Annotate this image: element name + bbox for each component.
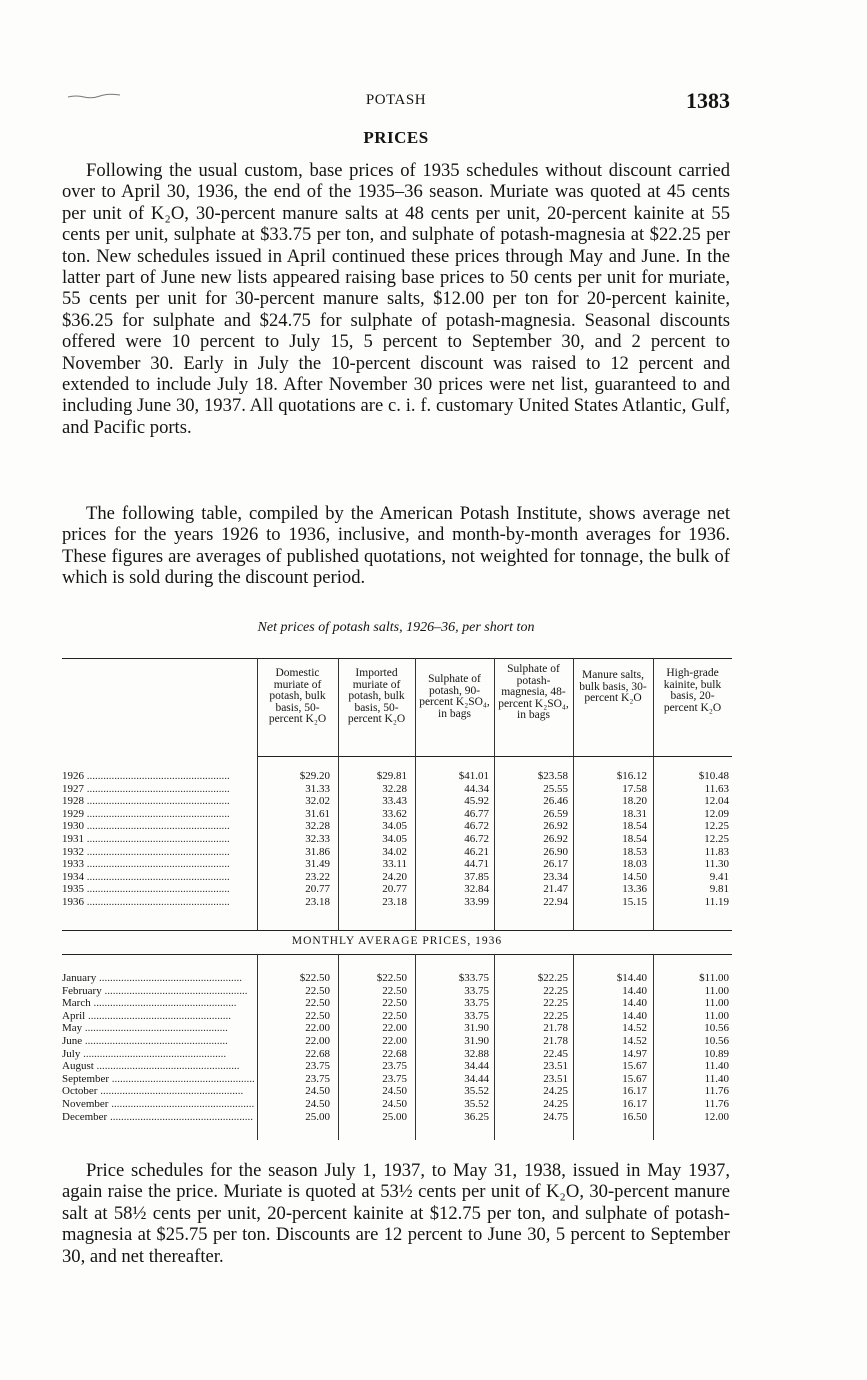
paragraph-3-text: Price schedules for the season July 1, 1937, to May 31, 1938, issued in May 1937, again raise the price. Muriate is quoted at 53½ cents per unit of K₂O, 30-percent manure salt at 58½ cents per unit, 20-percent kainite at $12.75 per ton, and sulphate of potash-magnesia at $25.75 per ton. Discounts are 12 percent to June 30, 5 percent to September 30, and net thereafter.	[62, 1160, 730, 1267]
table-cell: 33.62	[382, 807, 407, 820]
month-label-text: December	[62, 1110, 108, 1123]
table-cell: 24.50	[305, 1085, 330, 1098]
month-label-text: January	[62, 972, 97, 984]
table-cell: 22.45	[543, 1047, 568, 1060]
table-cell: 22.50	[382, 1009, 407, 1022]
table-cell: 34.02	[382, 845, 407, 858]
table-cell: 32.02	[305, 795, 330, 808]
table-cell: 22.50	[305, 997, 330, 1010]
table-cell: 16.17	[622, 1085, 647, 1098]
month-column	[494, 972, 568, 1123]
table-cell: 22.00	[305, 1022, 330, 1035]
year-column	[257, 770, 330, 909]
month-label: October ....................................................	[62, 1085, 244, 1098]
table-cell: 18.31	[622, 807, 647, 820]
table-cell: 31.61	[305, 807, 330, 820]
table-cell: 35.52	[464, 1097, 489, 1110]
table-cell: 15.15	[622, 895, 647, 908]
table-cell: 35.52	[464, 1085, 489, 1098]
table-cell: 46.77	[464, 807, 489, 820]
month-label: February ....................................................	[62, 984, 248, 997]
table-cell: $29.20	[299, 770, 330, 782]
month-column	[653, 972, 729, 1123]
table-cell: 22.00	[382, 1034, 407, 1047]
month-label: June ....................................................	[62, 1034, 228, 1047]
table-cell: 24.20	[382, 870, 407, 883]
table-cell: 9.41	[709, 870, 729, 883]
table-cell: 14.40	[622, 997, 647, 1010]
table-cell: 33.99	[464, 895, 489, 908]
table-cell: 11.30	[704, 858, 729, 871]
year-label: 1933 ....................................................	[62, 858, 230, 871]
month-label: August ....................................................	[62, 1060, 240, 1073]
annual-bottom-rule	[62, 930, 732, 931]
table-cell: 22.50	[382, 984, 407, 997]
table-cell: $22.50	[299, 972, 330, 984]
table-cell: $16.12	[616, 770, 647, 782]
table-cell: 12.25	[704, 820, 729, 833]
table-cell: 21.47	[543, 883, 568, 896]
table-cell: 34.44	[464, 1060, 489, 1073]
table-cell: 16.17	[622, 1097, 647, 1110]
table-cell: 46.72	[464, 820, 489, 833]
month-label: May ....................................................	[62, 1022, 228, 1035]
paragraph-3	[62, 1160, 730, 1267]
table-cell: 33.43	[382, 795, 407, 808]
table-cell: 22.94	[543, 895, 568, 908]
month-label: April ....................................................	[62, 1009, 231, 1022]
year-label-text: 1933	[62, 858, 84, 871]
table-cell: 23.18	[382, 895, 407, 908]
column-header: Sulphate of potash, 90-percent K₂SO₄, in bags	[419, 673, 490, 720]
table-cell: 33.11	[382, 858, 407, 871]
table-cell: 23.75	[305, 1072, 330, 1085]
table-cell: 16.50	[622, 1110, 647, 1123]
table-cell: $33.75	[458, 972, 489, 984]
table-cell: 24.50	[382, 1097, 407, 1110]
table-cell: 26.17	[543, 858, 568, 871]
month-label-text: October	[62, 1085, 98, 1098]
column-header: Domestic muriate of potash, bulk basis, 50-percent K₂O	[268, 667, 327, 725]
table-cell: 33.75	[464, 997, 489, 1010]
table-cell: 25.00	[382, 1110, 407, 1123]
table-cell: $29.81	[376, 770, 407, 782]
table-cell: 22.25	[543, 984, 568, 997]
table-cell: 12.25	[704, 832, 729, 845]
table-cell: 31.86	[305, 845, 330, 858]
table-cell: 24.25	[543, 1097, 568, 1110]
table-cell: 24.75	[543, 1110, 568, 1123]
table-cell: 23.51	[543, 1072, 568, 1085]
table-cell: 11.00	[704, 997, 729, 1010]
column-header: Manure salts, bulk basis, 30-percent K₂O	[579, 669, 647, 704]
table-cell: 11.00	[704, 984, 729, 997]
column-header: High-grade kainite, bulk basis, 20-percent K₂O	[663, 667, 722, 714]
year-label: 1926 ....................................................	[62, 770, 230, 782]
monthly-top-rule	[62, 954, 732, 955]
year-label-text: 1934	[62, 870, 84, 883]
year-column	[653, 770, 729, 909]
table-cell: 44.34	[464, 782, 489, 795]
page-number: 1383	[686, 88, 730, 113]
month-label: July ....................................................	[62, 1047, 227, 1060]
table-cell: 21.78	[543, 1034, 568, 1047]
paragraph-1	[62, 160, 730, 438]
column-header: Sulphate of potash-magnesia, 48-percent K₂SO₄, in bags	[498, 663, 569, 721]
year-label: 1927 ....................................................	[62, 782, 230, 795]
year-label-text: 1926	[62, 770, 84, 782]
table-cell: 14.97	[622, 1047, 647, 1060]
table-cell: 26.92	[543, 820, 568, 833]
year-label-text: 1929	[62, 807, 84, 820]
table-cell: 22.68	[382, 1047, 407, 1060]
table-cell: 14.52	[622, 1022, 647, 1035]
table-cell: 11.63	[704, 782, 729, 795]
month-label-text: November	[62, 1097, 109, 1110]
year-label: 1929 ....................................................	[62, 807, 230, 820]
paragraph-2-text: The following table, compiled by the American Potash Institute, shows average net prices for the years 1926 to 1936, inclusive, and month-by-month averages for 1936. These figures are averages of published quotations, not weighted for tonnage, the bulk of which is sold during the discount period.	[62, 503, 730, 589]
month-column	[338, 972, 407, 1123]
year-label: 1931 ....................................................	[62, 832, 230, 845]
table-cell: 37.85	[464, 870, 489, 883]
table-cell: 22.50	[305, 984, 330, 997]
month-label: January ....................................................	[62, 972, 242, 984]
table-cell: $41.01	[458, 770, 489, 782]
table-cell: 18.53	[622, 845, 647, 858]
table-cell: 45.92	[464, 795, 489, 808]
table-cell: 32.33	[305, 832, 330, 845]
table-cell: 34.05	[382, 832, 407, 845]
table-cell: 22.50	[382, 997, 407, 1010]
table-cell: 36.25	[464, 1110, 489, 1123]
table-cell: 23.75	[305, 1060, 330, 1073]
table-cell: 14.50	[622, 870, 647, 883]
table-cell: 34.44	[464, 1072, 489, 1085]
year-label: 1935 ....................................................	[62, 883, 230, 896]
table-cell: $22.50	[376, 972, 407, 984]
table-cell: 23.75	[382, 1072, 407, 1085]
table-cell: 26.90	[543, 845, 568, 858]
table-cell: 10.56	[704, 1022, 729, 1035]
table-cell: 24.50	[305, 1097, 330, 1110]
year-labels	[62, 770, 257, 909]
table-cell: 12.00	[704, 1110, 729, 1123]
table-cell: 20.77	[305, 883, 330, 896]
table-cell: 14.52	[622, 1034, 647, 1047]
table-cell: 34.05	[382, 820, 407, 833]
paragraph-2	[62, 503, 730, 589]
month-label-text: February	[62, 984, 102, 997]
year-label-text: 1931	[62, 832, 84, 845]
table-cell: 23.34	[543, 870, 568, 883]
table-cell: 10.56	[704, 1034, 729, 1047]
table-cell: 44.71	[464, 858, 489, 871]
table-cell: 10.89	[704, 1047, 729, 1060]
table-cell: 32.28	[382, 782, 407, 795]
table-cell: 26.46	[543, 795, 568, 808]
table-cell: 23.18	[305, 895, 330, 908]
month-label: December ....................................................	[62, 1110, 253, 1123]
table-cell: $11.00	[699, 972, 729, 984]
year-label: 1936 ....................................................	[62, 895, 230, 908]
column-header: Imported muriate of potash, bulk basis, 50-percent K₂O	[347, 667, 406, 725]
table-cell: 20.77	[382, 883, 407, 896]
price-table	[62, 656, 732, 1142]
table-cell: 18.20	[622, 795, 647, 808]
month-column	[415, 972, 489, 1123]
table-cell: 23.51	[543, 1060, 568, 1073]
table-cell: 9.81	[709, 883, 729, 896]
table-cell: 21.78	[543, 1022, 568, 1035]
table-cell: 32.88	[464, 1047, 489, 1060]
table-cell: 23.22	[305, 870, 330, 883]
table-cell: 32.28	[305, 820, 330, 833]
table-cell: 24.50	[382, 1085, 407, 1098]
month-labels	[62, 972, 257, 1123]
table-cell: 31.90	[464, 1034, 489, 1047]
month-label: March ....................................................	[62, 997, 237, 1010]
table-cell: 25.55	[543, 782, 568, 795]
table-cell: 12.04	[704, 795, 729, 808]
year-label: 1932 ....................................................	[62, 845, 230, 858]
table-cell: 26.59	[543, 807, 568, 820]
table-cell: 22.25	[543, 1009, 568, 1022]
table-cell: 11.76	[704, 1097, 729, 1110]
month-label-text: August	[62, 1060, 94, 1073]
table-cell: 11.83	[704, 845, 729, 858]
month-label: September ....................................................	[62, 1072, 255, 1085]
table-cell: 11.19	[704, 895, 729, 908]
table-cell: 33.75	[464, 1009, 489, 1022]
table-cell: 22.50	[305, 1009, 330, 1022]
table-cell: 24.25	[543, 1085, 568, 1098]
table-cell: 33.75	[464, 984, 489, 997]
year-label-text: 1935	[62, 883, 84, 896]
table-top-rule	[62, 658, 732, 659]
table-cell: 11.76	[704, 1085, 729, 1098]
month-label-text: May	[62, 1022, 83, 1035]
table-cell: 14.40	[622, 984, 647, 997]
table-cell: 31.49	[305, 858, 330, 871]
year-label: 1934 ....................................................	[62, 870, 230, 883]
table-cell: $10.48	[698, 770, 729, 782]
year-label-text: 1930	[62, 820, 84, 833]
month-label: November ....................................................	[62, 1097, 255, 1110]
monthly-title: MONTHLY AVERAGE PRICES, 1936	[291, 935, 503, 947]
year-column	[494, 770, 568, 909]
paragraph-1-text: Following the usual custom, base prices of 1935 schedules without discount carried over to April 30, 1936, the end of the 1935–36 season. Muriate was quoted at 45 cents per unit of K₂O, 30-percent manure salts at 48 cents per unit, 20-percent kainite at 55 cents per unit, sulphate at $33.75 per ton, and sulphate of potash-magnesia at $22.25 per ton. New schedules issued in April continued these prices through May and June. In the latter part of June new lists appeared raising base prices to 50 cents per unit for muriate, 55 cents per unit for 30-percent manure salts, $12.00 per ton for 20-percent kainite, $36.25 for sulphate and $24.75 for sulphate of potash-magnesia. Seasonal discounts offered were 10 percent to July 15, 5 percent to September 30, and 2 percent to November 30. Early in July the 10-percent discount was raised to 12 percent and extended to include July 18. After November 30 prices were net list, guaranteed to and including June 30, 1937. All quotations are c. i. f. customary United States Atlantic, Gulf, and Pacific ports.	[62, 160, 730, 438]
table-caption: Net prices of potash salts, 1926–36, per short ton	[257, 620, 535, 635]
table-cell: 32.84	[464, 883, 489, 896]
table-cell: 18.03	[622, 858, 647, 871]
table-cell: 22.25	[543, 997, 568, 1010]
table-cell: 12.09	[704, 807, 729, 820]
table-cell: $22.25	[537, 972, 568, 984]
table-cell: 46.72	[464, 832, 489, 845]
table-cell: 23.75	[382, 1060, 407, 1073]
year-label-text: 1932	[62, 845, 84, 858]
table-cell: 18.54	[622, 820, 647, 833]
table-cell: 15.67	[622, 1072, 647, 1085]
month-column	[573, 972, 647, 1123]
year-column	[573, 770, 647, 909]
table-cell: 11.40	[704, 1060, 729, 1073]
year-column	[338, 770, 407, 909]
month-label-text: June	[62, 1034, 83, 1047]
table-cell: 17.58	[622, 782, 647, 795]
month-label-text: July	[62, 1047, 81, 1060]
table-cell: 18.54	[622, 832, 647, 845]
year-label-text: 1927	[62, 782, 84, 795]
table-cell: 46.21	[464, 845, 489, 858]
running-title: POTASH	[365, 92, 427, 108]
table-cell: 14.40	[622, 1009, 647, 1022]
table-cell: $23.58	[537, 770, 568, 782]
running-head	[62, 88, 730, 114]
table-cell: 15.67	[622, 1060, 647, 1073]
table-cell: 22.00	[382, 1022, 407, 1035]
table-cell: 11.40	[704, 1072, 729, 1085]
table-cell: 13.36	[622, 883, 647, 896]
table-cell: 11.00	[704, 1009, 729, 1022]
table-cell: 26.92	[543, 832, 568, 845]
table-cell: $14.40	[616, 972, 647, 984]
table-cell: 22.00	[305, 1034, 330, 1047]
month-label-text: March	[62, 997, 91, 1010]
table-cell: 22.68	[305, 1047, 330, 1060]
year-label-text: 1936	[62, 895, 84, 908]
year-label: 1928 ....................................................	[62, 795, 230, 808]
section-title: PRICES	[363, 128, 429, 147]
month-label-text: September	[62, 1072, 110, 1085]
year-label-text: 1928	[62, 795, 84, 808]
table-cell: 31.90	[464, 1022, 489, 1035]
year-column	[415, 770, 489, 909]
table-cell: 31.33	[305, 782, 330, 795]
month-label-text: April	[62, 1009, 86, 1022]
year-label: 1930 ....................................................	[62, 820, 230, 833]
month-column	[257, 972, 330, 1123]
table-cell: 25.00	[305, 1110, 330, 1123]
